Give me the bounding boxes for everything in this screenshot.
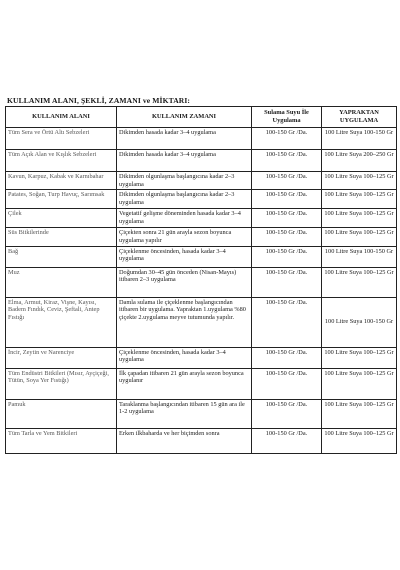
cell-leaf-dose: 100 Litre Suya 100–125 Gr: [322, 399, 397, 428]
cell-leaf-dose: 100 Litre Suya 100–125 Gr: [322, 190, 397, 209]
cell-leaf-dose: 100 Litre Suya 100–125 Gr: [322, 428, 397, 453]
table-row: [6, 267, 397, 297]
cell-area: Süs Bitkilerinde: [6, 228, 117, 246]
table-row: [6, 228, 397, 246]
table-row: [6, 428, 397, 453]
cell-leaf-dose: 100 Litre Suya 100–125 Gr: [322, 368, 397, 399]
cell-soil-dose: 100-150 Gr /Da.: [252, 209, 322, 228]
table-body: [6, 128, 397, 454]
cell-area: Çilek: [6, 209, 117, 228]
cell-soil-dose: 100-150 Gr /Da.: [252, 428, 322, 453]
cell-time: Dikimden hasada kadar 3–4 uygulama: [117, 128, 252, 150]
cell-time: Taraklanma başlangıcından itibaren 15 gün ara ile 1-2 uygulama: [117, 399, 252, 428]
cell-time: Dikimden olgunlaşma başlangıcına kadar 2–3 uygulama: [117, 190, 252, 209]
cell-time: Çiçekten sonra 21 gün arayla sezon boyunca uygulama yapılır: [117, 228, 252, 246]
cell-area: Tüm Endüstri Bitkileri (Mısır, Ayçiçeği, Tütün, Soya Yer Fıstığı): [6, 368, 117, 399]
cell-time: Erken ilkbaharda ve her biçimden sonra: [117, 428, 252, 453]
cell-soil-dose: 100-150 Gr /Da.: [252, 368, 322, 399]
table-row: [6, 297, 397, 347]
cell-area: İncir, Zeytin ve Narenciye: [6, 347, 117, 368]
cell-soil-dose: 100-150 Gr /Da.: [252, 172, 322, 190]
cell-leaf-dose: 100 Litre Suya 100–125 Gr: [322, 228, 397, 246]
table-row: [6, 347, 397, 368]
cell-time: Dikimden olgunlaşma başlangıcına kadar 2–3 uygulama: [117, 172, 252, 190]
cell-area: Tüm Tarla ve Yem Bitkileri: [6, 428, 117, 453]
page-title: KULLANIM ALANI, ŞEKLİ, ZAMANI ve MİKTARI:: [7, 96, 191, 105]
cell-soil-dose: 100-150 Gr /Da.: [252, 128, 322, 150]
table-row: [6, 190, 397, 209]
cell-soil-dose: 100-150 Gr /Da.: [252, 246, 322, 267]
header-leaf: YAPRAKTAN UYGULAMA: [322, 107, 397, 128]
cell-soil-dose: 100-150 Gr /Da.: [252, 267, 322, 297]
cell-area: Tüm Açık Alan ve Kışlık Sebzeleri: [6, 150, 117, 172]
cell-area: Kavun, Karpuz, Kabak ve Karnıbahar: [6, 172, 117, 190]
cell-soil-dose: 100-150 Gr /Da.: [252, 228, 322, 246]
cell-time: Vegetatif gelişme döneminden hasada kadar 3–4 uygulama: [117, 209, 252, 228]
cell-leaf-dose: 100 Litre Suya 100–125 Gr: [322, 267, 397, 297]
cell-leaf-dose: 100 Litre Suya 200–250 Gr: [322, 150, 397, 172]
cell-soil-dose: 100-150 Gr /Da.: [252, 399, 322, 428]
cell-leaf-dose: 100 Litre Suya 100-150 Gr: [322, 246, 397, 267]
table-row: [6, 128, 397, 150]
cell-leaf-dose: 100 Litre Suya 100–125 Gr: [322, 172, 397, 190]
cell-time: Çiçeklenme öncesinden, hasada kadar 3–4 uygulama: [117, 246, 252, 267]
cell-leaf-dose: 100 Litre Suya 100–125 Gr: [322, 209, 397, 228]
cell-leaf-dose: 100 Litre Suya 100-150 Gr: [322, 297, 397, 347]
table-row: [6, 399, 397, 428]
cell-soil-dose: 100-150 Gr /Da.: [252, 190, 322, 209]
header-soil: Sulama Suyu İle Uygulama: [252, 107, 322, 128]
cell-time: Dikimden hasada kadar 3–4 uygulama: [117, 150, 252, 172]
cell-area: Muz: [6, 267, 117, 297]
cell-area: Bağ: [6, 246, 117, 267]
table-row: [6, 172, 397, 190]
cell-area: Tüm Sera ve Örtü Altı Sebzeleri: [6, 128, 117, 150]
header-area: KULLANIM ALANI: [6, 107, 117, 128]
usage-table: [5, 106, 397, 454]
table-row: [6, 246, 397, 267]
cell-soil-dose: 100-150 Gr /Da.: [252, 297, 322, 347]
cell-time: İlk çapadan itibaren 21 gün arayla sezon boyunca uygulanır: [117, 368, 252, 399]
cell-soil-dose: 100-150 Gr /Da.: [252, 347, 322, 368]
cell-time: Doğumdan 30–45 gün önceden (Nisan-Mayıs) itibaren 2–3 uygulama: [117, 267, 252, 297]
header-time: KULLANIM ZAMANI: [117, 107, 252, 128]
cell-area: Elma, Armut, Kiraz, Vişne, Kayısı, Badem Fındık, Ceviz, Şeftali, Antep Fıstığı: [6, 297, 117, 347]
table-row: [6, 368, 397, 399]
cell-leaf-dose: 100 Litre Suya 100–125 Gr: [322, 347, 397, 368]
table-row: [6, 150, 397, 172]
cell-time: Damla sulama ile çiçeklenme başlangıcından itibaren bir uygulama. Yapraktan 1.uygulama %80 çiçekte 2.uygulama meyve tutumunda yapılır.: [117, 297, 252, 347]
cell-area: Patates, Soğan, Turp Havuç, Sarımsak: [6, 190, 117, 209]
table-header-row: [6, 107, 397, 128]
cell-area: Pamuk: [6, 399, 117, 428]
cell-leaf-dose: 100 Litre Suya 100-150 Gr: [322, 128, 397, 150]
cell-soil-dose: 100-150 Gr /Da.: [252, 150, 322, 172]
cell-time: Çiçeklenme öncesinden, hasada kadar 3–4 uygulama: [117, 347, 252, 368]
table-row: [6, 209, 397, 228]
